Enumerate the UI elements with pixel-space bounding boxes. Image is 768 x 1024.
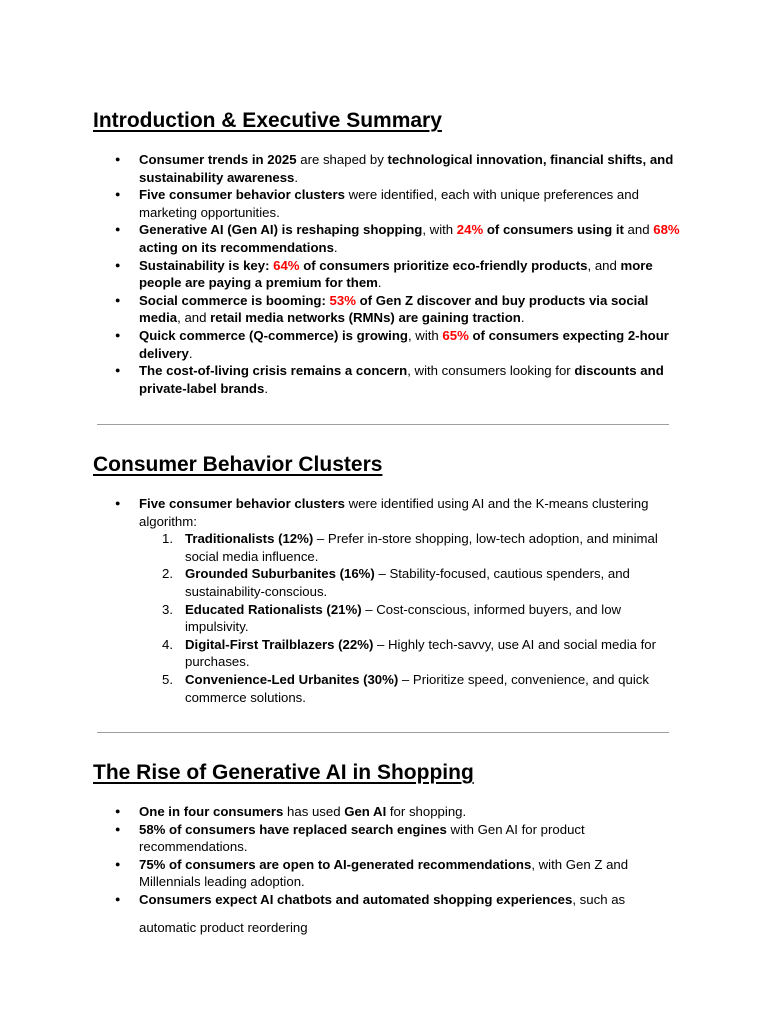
section-heading: Introduction & Executive Summary: [93, 109, 442, 132]
list-item: ● Quick commerce (Q-commerce) is growing, with 65% of consumers expecting 2-hour delivery.: [93, 327, 683, 362]
cluster-list: [139, 530, 683, 706]
list-item: ● One in four consumers has used Gen AI for shopping.: [93, 803, 683, 821]
cluster-item: 4. Digital-First Trailblazers (22%) – Highly tech-savvy, use AI and social media for purchases.: [162, 636, 657, 670]
list-item: ● 75% of consumers are open to AI-generated recommendations, with Gen Z and Millennials leading adoption.: [93, 856, 683, 891]
cluster-item: 1. Traditionalists (12%) – Prefer in-store shopping, low-tech adoption, and minimal social media influence.: [162, 531, 658, 564]
list-item: ● Five consumer behavior clusters were identified using AI and the K-means clustering algorithm: 1. Traditionalists (12%) – Prefer in-store shopping, low-tech adoption, and minimal social media influence. 2. Grounded Suburbanites (16%) – Stability-focused, cautious spenders, and sustainability-conscious. 3. Educated Rationalists (21%) – Cost-conscious, informed buyers, and low impulsivity. 4. Digital-First Trailblazers (22%) – Highly tech-savvy, use AI and social media for purchases. 5. Convenience-Led Urbanites (30%) – Prioritize speed, convenience, and quick commerce solutions.: [93, 495, 683, 706]
cluster-item: 3. Educated Rationalists (21%) – Cost-conscious, informed buyers, and low impulsivity.: [162, 601, 622, 635]
section-divider: [97, 424, 669, 425]
cluster-item: 5. Convenience-Led Urbanites (30%) – Prioritize speed, convenience, and quick commerce solutions.: [162, 671, 649, 705]
section-heading: The Rise of Generative AI in Shopping: [93, 761, 474, 784]
list-item: ● The cost-of-living crisis remains a concern, with consumers looking for discounts and private-label brands.: [93, 362, 683, 397]
list-item: ● Five consumer behavior clusters were identified, each with unique preferences and marketing opportunities.: [93, 186, 683, 221]
list-item: ● Generative AI (Gen AI) is reshaping shopping, with 24% of consumers using it and 68% acting on its recommendations.: [93, 221, 683, 256]
section-generative-ai: [93, 760, 683, 936]
cluster-item: 2. Grounded Suburbanites (16%) – Stability-focused, cautious spenders, and sustainability-conscious.: [162, 566, 630, 599]
list-item: ● 58% of consumers have replaced search engines with Gen AI for product recommendations.: [93, 821, 683, 856]
section-divider: [97, 732, 669, 733]
section-clusters: [93, 452, 683, 706]
list-item: ● Consumers expect AI chatbots and automated shopping experiences, such as automatic product reordering: [93, 891, 683, 936]
bullet-list: [93, 803, 683, 936]
section-introduction: [93, 108, 683, 397]
list-item: ● Social commerce is booming: 53% of Gen Z discover and buy products via social media, and retail media networks (RMNs) are gaining traction.: [93, 292, 683, 327]
bullet-list: [93, 151, 683, 397]
section-heading: Consumer Behavior Clusters: [93, 453, 383, 476]
list-item: ● Consumer trends in 2025 are shaped by technological innovation, financial shifts, and sustainability awareness.: [93, 151, 683, 186]
bullet-list: [93, 495, 683, 706]
list-item: ● Sustainability is key: 64% of consumers prioritize eco-friendly products, and more people are paying a premium for them.: [93, 257, 683, 292]
